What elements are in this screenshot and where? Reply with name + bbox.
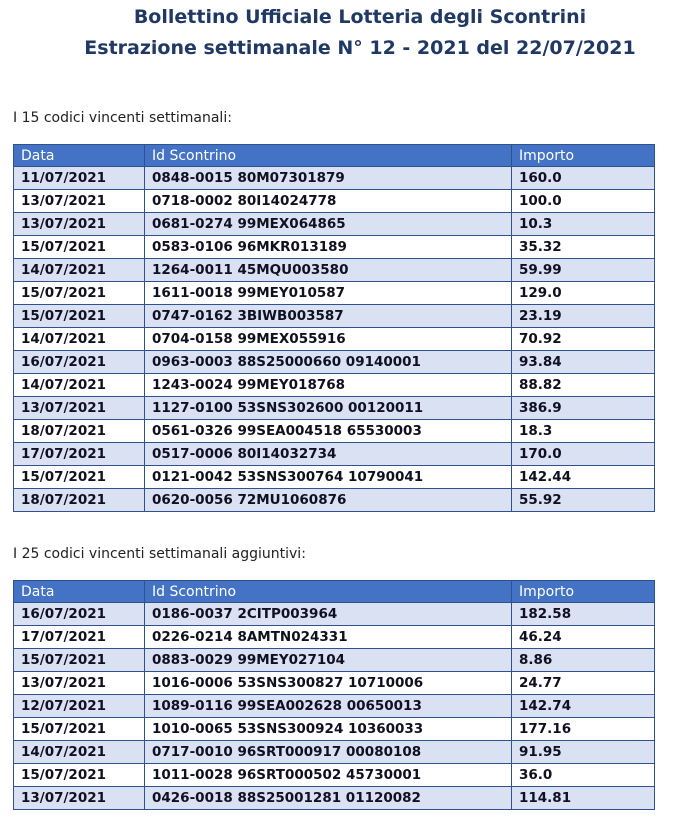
table-row: [14, 305, 655, 328]
cell-id-scontrino: 0718-0002 80I14024778: [145, 190, 512, 213]
cell-id-scontrino: 1011-0028 96SRT000502 45730001: [145, 764, 512, 787]
table-row: [14, 443, 655, 466]
table-row: [14, 764, 655, 787]
cell-data: 13/07/2021: [14, 787, 145, 810]
section-label-weekly: I 15 codici vincenti settimanali:: [13, 110, 232, 126]
cell-data: 11/07/2021: [14, 167, 145, 190]
cell-importo: 91.95: [512, 741, 655, 764]
column-header-data: Data: [14, 581, 145, 603]
additional-winners-table: [13, 580, 655, 810]
weekly-winners-table: [13, 144, 655, 512]
table-row: [14, 672, 655, 695]
cell-importo: 160.0: [512, 167, 655, 190]
cell-id-scontrino: 0848-0015 80M07301879: [145, 167, 512, 190]
cell-id-scontrino: 0583-0106 96MKR013189: [145, 236, 512, 259]
table-row: [14, 718, 655, 741]
cell-importo: 10.3: [512, 213, 655, 236]
cell-importo: 170.0: [512, 443, 655, 466]
table-header-row: [14, 581, 655, 603]
cell-id-scontrino: 1243-0024 99MEY018768: [145, 374, 512, 397]
cell-importo: 36.0: [512, 764, 655, 787]
cell-data: 12/07/2021: [14, 695, 145, 718]
cell-importo: 93.84: [512, 351, 655, 374]
cell-data: 14/07/2021: [14, 741, 145, 764]
column-header-data: Data: [14, 145, 145, 167]
table-row: [14, 420, 655, 443]
table-row: [14, 466, 655, 489]
table-header-row: [14, 145, 655, 167]
cell-id-scontrino: 0704-0158 99MEX055916: [145, 328, 512, 351]
cell-id-scontrino: 0620-0056 72MU1060876: [145, 489, 512, 512]
cell-importo: 114.81: [512, 787, 655, 810]
table-row: [14, 190, 655, 213]
cell-importo: 46.24: [512, 626, 655, 649]
column-header-id-scontrino: Id Scontrino: [145, 145, 512, 167]
table-row: [14, 787, 655, 810]
cell-importo: 100.0: [512, 190, 655, 213]
cell-data: 14/07/2021: [14, 374, 145, 397]
table-row: [14, 489, 655, 512]
cell-id-scontrino: 0186-0037 2CITP003964: [145, 603, 512, 626]
cell-importo: 142.74: [512, 695, 655, 718]
cell-importo: 386.9: [512, 397, 655, 420]
column-header-id-scontrino: Id Scontrino: [145, 581, 512, 603]
cell-id-scontrino: 1264-0011 45MQU003580: [145, 259, 512, 282]
cell-importo: 8.86: [512, 649, 655, 672]
cell-data: 15/07/2021: [14, 305, 145, 328]
table-row: [14, 649, 655, 672]
table-row: [14, 626, 655, 649]
cell-data: 15/07/2021: [14, 764, 145, 787]
cell-data: 13/07/2021: [14, 672, 145, 695]
cell-id-scontrino: 0681-0274 99MEX064865: [145, 213, 512, 236]
cell-data: 14/07/2021: [14, 259, 145, 282]
table-row: [14, 397, 655, 420]
cell-data: 15/07/2021: [14, 466, 145, 489]
table-row: [14, 603, 655, 626]
cell-data: 18/07/2021: [14, 420, 145, 443]
table-row: [14, 259, 655, 282]
table-row: [14, 167, 655, 190]
cell-data: 15/07/2021: [14, 282, 145, 305]
cell-importo: 59.99: [512, 259, 655, 282]
cell-importo: 23.19: [512, 305, 655, 328]
cell-importo: 88.82: [512, 374, 655, 397]
cell-importo: 129.0: [512, 282, 655, 305]
cell-data: 15/07/2021: [14, 236, 145, 259]
cell-importo: 70.92: [512, 328, 655, 351]
cell-data: 14/07/2021: [14, 328, 145, 351]
table-row: [14, 374, 655, 397]
cell-id-scontrino: 0226-0214 8AMTN024331: [145, 626, 512, 649]
cell-id-scontrino: 1016-0006 53SNS300827 10710006: [145, 672, 512, 695]
table-row: [14, 236, 655, 259]
cell-id-scontrino: 0517-0006 80I14032734: [145, 443, 512, 466]
cell-data: 17/07/2021: [14, 443, 145, 466]
cell-importo: 35.32: [512, 236, 655, 259]
cell-importo: 18.3: [512, 420, 655, 443]
table-row: [14, 351, 655, 374]
cell-data: 18/07/2021: [14, 489, 145, 512]
cell-data: 13/07/2021: [14, 397, 145, 420]
cell-data: 13/07/2021: [14, 190, 145, 213]
cell-id-scontrino: 0883-0029 99MEY027104: [145, 649, 512, 672]
page-title: Bollettino Ufficiale Lotteria degli Scontrini: [133, 6, 587, 28]
cell-data: 15/07/2021: [14, 718, 145, 741]
cell-data: 13/07/2021: [14, 213, 145, 236]
cell-importo: 55.92: [512, 489, 655, 512]
section-label-additional: I 25 codici vincenti settimanali aggiuntivi:: [13, 546, 306, 562]
cell-id-scontrino: 0717-0010 96SRT000917 00080108: [145, 741, 512, 764]
table-row: [14, 213, 655, 236]
cell-importo: 142.44: [512, 466, 655, 489]
table-row: [14, 282, 655, 305]
cell-id-scontrino: 1089-0116 99SEA002628 00650013: [145, 695, 512, 718]
cell-id-scontrino: 0747-0162 3BIWB003587: [145, 305, 512, 328]
cell-importo: 24.77: [512, 672, 655, 695]
cell-id-scontrino: 0963-0003 88S25000660 09140001: [145, 351, 512, 374]
cell-id-scontrino: 1127-0100 53SNS302600 00120011: [145, 397, 512, 420]
cell-data: 16/07/2021: [14, 351, 145, 374]
cell-id-scontrino: 0426-0018 88S25001281 01120082: [145, 787, 512, 810]
cell-data: 15/07/2021: [14, 649, 145, 672]
table-row: [14, 695, 655, 718]
cell-id-scontrino: 1010-0065 53SNS300924 10360033: [145, 718, 512, 741]
cell-data: 16/07/2021: [14, 603, 145, 626]
table-row: [14, 741, 655, 764]
column-header-importo: Importo: [512, 145, 655, 167]
page-subtitle: Estrazione settimanale N° 12 - 2021 del 22/07/2021: [84, 37, 636, 59]
cell-id-scontrino: 0121-0042 53SNS300764 10790041: [145, 466, 512, 489]
cell-id-scontrino: 0561-0326 99SEA004518 65530003: [145, 420, 512, 443]
cell-importo: 182.58: [512, 603, 655, 626]
table-row: [14, 328, 655, 351]
column-header-importo: Importo: [512, 581, 655, 603]
cell-id-scontrino: 1611-0018 99MEY010587: [145, 282, 512, 305]
cell-importo: 177.16: [512, 718, 655, 741]
cell-data: 17/07/2021: [14, 626, 145, 649]
